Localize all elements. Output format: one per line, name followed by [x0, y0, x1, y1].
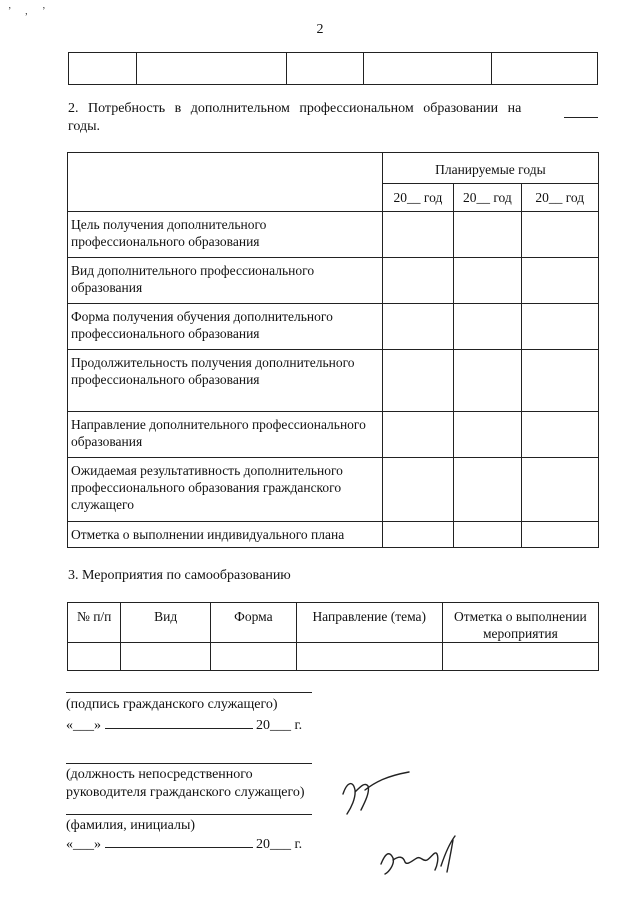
table-cell: [521, 522, 598, 548]
manager-position-caption: (должность непосредственного руководителя гражданского служащего): [66, 767, 305, 800]
handwritten-signature-1: [335, 768, 415, 818]
table-row: [68, 304, 599, 350]
table-cell: [69, 53, 137, 85]
row-label-expected-result: Ожидаемая результативность дополнительного профессионального образования гражданского служащего: [68, 458, 383, 522]
manager-date-line: [66, 835, 326, 854]
table-cell: [211, 643, 297, 671]
previous-table-continuation: [68, 52, 598, 85]
table-cell: [454, 304, 521, 350]
table-cell: [521, 412, 598, 458]
table-cell: [454, 522, 521, 548]
column-header-completion-mark: Отметка о выполнении мероприятия: [442, 603, 598, 643]
empty-header-cell: [68, 153, 383, 212]
table-cell: [382, 458, 453, 522]
column-header-form: Форма: [211, 603, 297, 643]
manager-name-line: [66, 814, 312, 815]
planned-years-header: Планируемые годы: [382, 153, 598, 184]
year-column-1: 20__ год: [382, 184, 453, 212]
row-label-form: Форма получения обучения дополнительного профессионального образования: [68, 304, 383, 350]
date-month-blank: [105, 835, 253, 848]
table-cell: [137, 53, 287, 85]
education-needs-table: [67, 152, 599, 548]
table-cell: [491, 53, 597, 85]
table-cell: [68, 643, 121, 671]
table-cell: [382, 304, 453, 350]
table-cell: [382, 522, 453, 548]
column-header-direction: Направление (тема): [296, 603, 442, 643]
date-month-blank: [105, 716, 253, 729]
table-cell: [382, 212, 453, 258]
date-year-blank: 20___ г.: [256, 837, 303, 852]
table-row: [68, 258, 599, 304]
table-cell: [442, 643, 598, 671]
table-cell: [521, 304, 598, 350]
date-day-blank: «___»: [66, 718, 101, 733]
table-cell: [382, 412, 453, 458]
table-cell: [454, 350, 521, 412]
section-2-title-end: годы.: [68, 119, 101, 134]
manager-name-caption: (фамилия, инициалы): [66, 818, 196, 833]
column-header-number: № п/п: [68, 603, 121, 643]
section-3-heading: 3. Мероприятия по самообразованию: [68, 568, 291, 583]
page-number: 2: [316, 22, 324, 37]
row-label-duration: Продолжительность получения дополнительного профессионального образования: [68, 350, 383, 412]
table-cell: [454, 258, 521, 304]
table-cell: [287, 53, 363, 85]
row-label-goal: Цель получения дополнительного профессионального образования: [68, 212, 383, 258]
table-row: [68, 212, 599, 258]
row-label-completion-mark: Отметка о выполнении индивидуального плана: [68, 522, 383, 548]
manager-position-line: [66, 763, 312, 764]
employee-date-line: [66, 716, 326, 735]
table-row: [68, 350, 599, 412]
table-cell: [454, 212, 521, 258]
date-day-blank: «___»: [66, 837, 101, 852]
table-cell: [296, 643, 442, 671]
employee-signature-caption: (подпись гражданского служащего): [66, 697, 278, 712]
table-cell: [382, 350, 453, 412]
year-column-2: 20__ год: [454, 184, 521, 212]
table-cell: [454, 458, 521, 522]
table-cell: [382, 258, 453, 304]
employee-signature-line: [66, 692, 312, 693]
scan-corner-marks: ’ , ’: [8, 6, 52, 17]
table-cell: [521, 212, 598, 258]
table-row: [68, 458, 599, 522]
table-cell: [454, 412, 521, 458]
date-year-blank: 20___ г.: [256, 718, 303, 733]
section-2-heading: [68, 100, 598, 136]
table-cell: [363, 53, 491, 85]
year-column-3: 20__ год: [521, 184, 598, 212]
table-cell: [121, 643, 211, 671]
self-education-table: [67, 602, 599, 671]
year-blank: [564, 105, 598, 118]
section-2-title: 2. Потребность в дополнительном профессиональном образовании на: [68, 101, 522, 116]
table-cell: [521, 458, 598, 522]
table-row: [68, 643, 599, 671]
column-header-type: Вид: [121, 603, 211, 643]
row-label-direction: Направление дополнительного профессионального образования: [68, 412, 383, 458]
table-row: [68, 522, 599, 548]
table-cell: [521, 350, 598, 412]
row-label-type: Вид дополнительного профессионального образования: [68, 258, 383, 304]
table-cell: [521, 258, 598, 304]
handwritten-signature-2: [375, 830, 465, 880]
table-row: [68, 412, 599, 458]
